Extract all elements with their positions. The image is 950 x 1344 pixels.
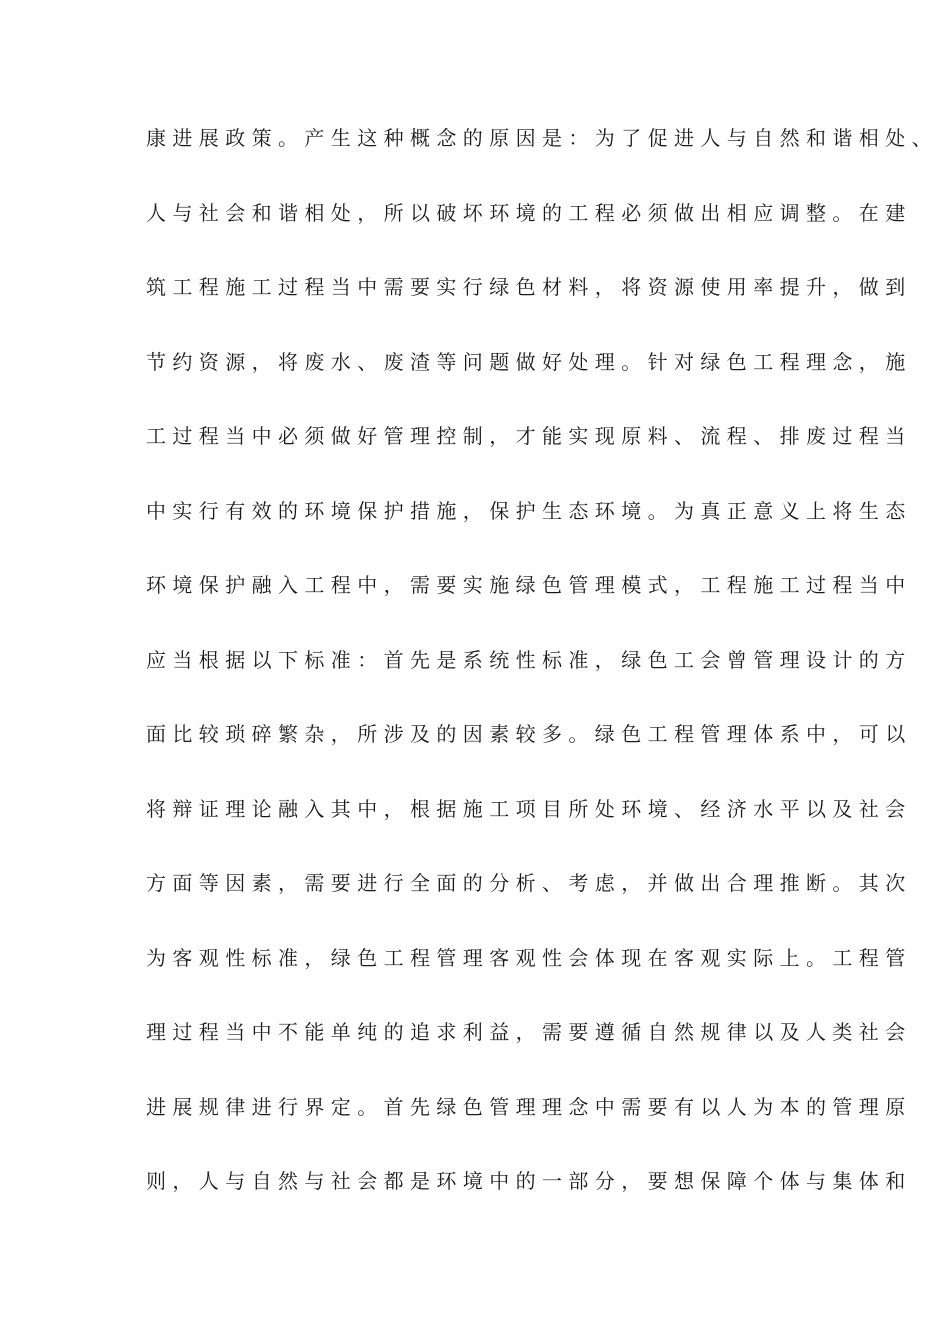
text-line: 面比较琐碎繁杂，所涉及的因素较多。绿色工程管理体系中，可以 [146,722,912,746]
body-text [146,118,938,1236]
text-line: 方面等因素，需要进行全面的分析、考虑，并做出合理推断。其次 [146,871,912,895]
text-line: 应当根据以下标准：首先是系统性标准，绿色工会曾管理设计的方 [146,647,912,672]
text-line: 理过程当中不能单纯的追求利益，需要遵循自然规律以及人类社会 [146,1020,912,1044]
text-line: 环境保护融入工程中，需要实施绿色管理模式，工程施工过程当中 [146,573,912,597]
text-line: 康进展政策。产生这种概念的原因是：为了促进人与自然和谐相处、 [146,126,938,150]
text-line: 则，人与自然与社会都是环境中的一部分，要想保障个体与集体和 [146,1169,912,1193]
text-line: 为客观性标准，绿色工程管理客观性会体现在客观实际上。工程管 [146,945,912,970]
text-line: 筑工程施工过程当中需要实行绿色材料，将资源使用率提升，做到 [146,275,912,299]
text-line: 中实行有效的环境保护措施，保护生态环境。为真正意义上将生态 [146,498,912,523]
text-line: 工过程当中必须做好管理控制，才能实现原料、流程、排废过程当 [146,424,912,448]
text-line: 人与社会和谐相处，所以破坏环境的工程必须做出相应调整。在建 [146,200,912,225]
text-line: 进展规律进行界定。首先绿色管理理念中需要有以人为本的管理原 [146,1094,912,1119]
text-line: 将辩证理论融入其中，根据施工项目所处环境、经济水平以及社会 [146,796,912,821]
text-line: 节约资源，将废水、废渣等问题做好处理。针对绿色工程理念，施 [146,349,912,374]
